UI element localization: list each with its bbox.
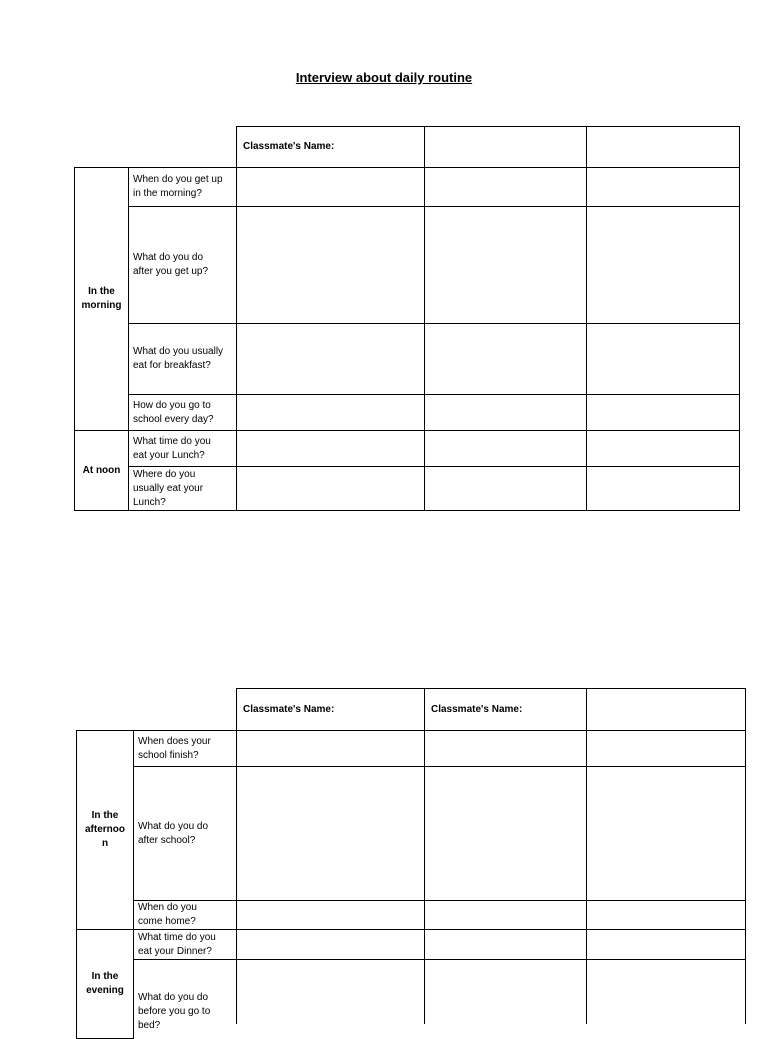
answer-cell [424,206,587,324]
header-cell-name-3 [586,688,746,731]
answer-cell [586,430,740,467]
answer-cell [424,766,587,901]
section-morning: In the morning [74,167,129,431]
header-cell-name-1: Classmate's Name: [236,688,425,731]
answer-cell [236,959,425,1024]
answer-cell [236,394,425,431]
question-cell: Where do you usually eat your Lunch? [128,466,237,511]
question-cell: What time do you eat your Dinner? [133,929,237,960]
answer-cell [236,900,425,930]
answer-cell [586,766,746,901]
header-cell-name-3 [586,126,740,168]
answer-cell [424,730,587,767]
question-cell: When do you come home? [133,900,237,930]
answer-cell [236,206,425,324]
answer-cell [586,959,746,1024]
answer-cell [586,466,740,511]
answer-cell [424,929,587,960]
header-cell-name-2 [424,126,587,168]
answer-cell [424,167,587,207]
header-cell-name-2: Classmate's Name: [424,688,587,731]
section-evening: In the evening [76,929,134,1039]
answer-cell [586,730,746,767]
answer-cell [236,167,425,207]
question-cell: What do you usually eat for breakfast? [128,323,237,395]
page-title: Interview about daily routine [295,70,473,85]
question-cell: How do you go to school every day? [128,394,237,431]
answer-cell [424,466,587,511]
answer-cell [586,929,746,960]
answer-cell [424,394,587,431]
section-noon: At noon [74,430,129,511]
answer-cell [236,929,425,960]
answer-cell [586,206,740,324]
question-cell: When does your school finish? [133,730,237,767]
answer-cell [236,730,425,767]
answer-cell [586,167,740,207]
question-cell: What do you do before you go to bed? [133,959,237,1024]
question-cell: What do you do after school? [133,766,237,901]
question-cell: When do you get up in the morning? [128,167,237,207]
answer-cell [236,766,425,901]
answer-cell [586,900,746,930]
answer-cell [586,323,740,395]
question-cell: What do you do after you get up? [128,206,237,324]
question-cell: What time do you eat your Lunch? [128,430,237,467]
answer-cell [424,959,587,1024]
answer-cell [236,430,425,467]
answer-cell [236,323,425,395]
header-cell-name-1: Classmate's Name: [236,126,425,168]
answer-cell [586,394,740,431]
section-afternoon: In the afternoo n [76,730,134,930]
answer-cell [236,466,425,511]
answer-cell [424,900,587,930]
answer-cell [424,430,587,467]
answer-cell [424,323,587,395]
